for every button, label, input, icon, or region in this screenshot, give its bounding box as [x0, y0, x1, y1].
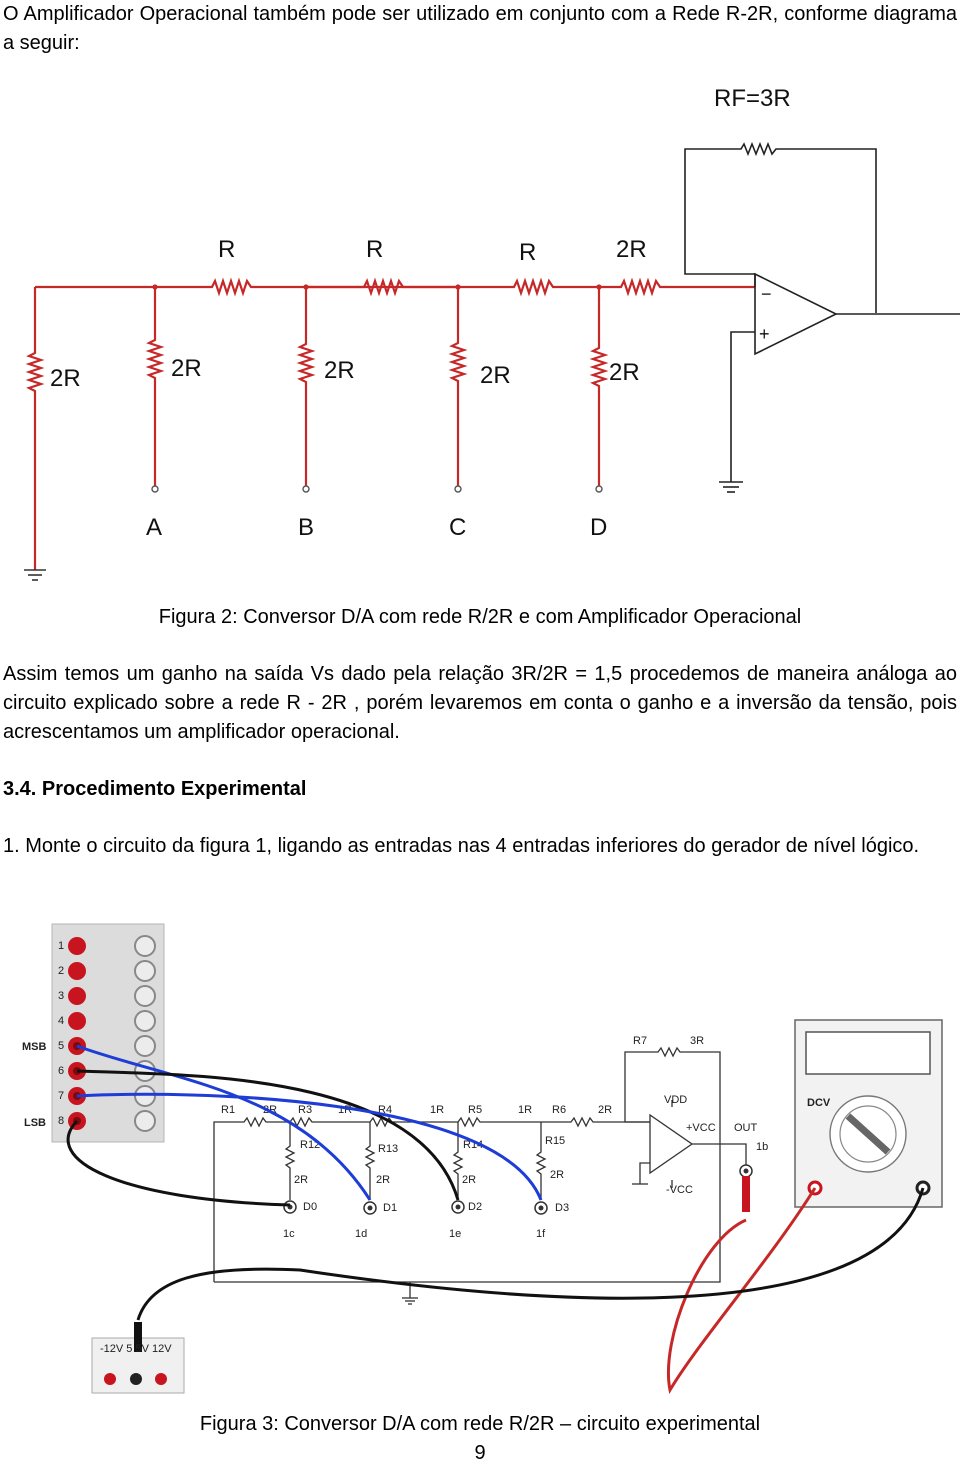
- pvcc-label: +VCC: [686, 1122, 716, 1134]
- r3-label: R3: [298, 1104, 313, 1116]
- body-paragraph: Assim temos um ganho na saída Vs dado pela relação 3R/2R = 1,5 procedemos de maneira análoga ao circuito explicado sobre a rede R - 2R , porém levaremos em conta o ganho e a inversão da tensão, pois acrescentamos um amplificador operacional.: [3, 663, 957, 743]
- r3-value: 1R: [338, 1104, 353, 1116]
- dcv-label: DCV: [807, 1097, 831, 1109]
- nvcc-label: -VCC: [666, 1184, 693, 1196]
- figure-2-schematic: [0, 70, 960, 600]
- power-supply-label: -12V 5 5V 12V: [100, 1343, 172, 1355]
- r4-label: R4: [378, 1104, 393, 1116]
- d2-label: D2: [468, 1201, 483, 1213]
- out-label: OUT: [734, 1122, 758, 1134]
- series-r3-label: R: [519, 239, 537, 266]
- intro-paragraph: O Amplificador Operacional também pode ser utilizado em conjunto com a Rede R-2R, conforme diagrama a seguir:: [3, 3, 957, 54]
- r5-value: 1R: [518, 1104, 533, 1116]
- pin-1b-label: 1b: [756, 1141, 769, 1153]
- r13-label: R13: [378, 1143, 399, 1155]
- r15-value: 2R: [550, 1169, 565, 1181]
- r13-value: 2R: [376, 1174, 391, 1186]
- opamp-plus-label: +: [759, 324, 770, 344]
- opamp-minus-label: −: [761, 284, 772, 304]
- pin-1d-label: 1d: [355, 1228, 368, 1240]
- input-c-label: C: [449, 514, 467, 541]
- r12-label: R12: [300, 1139, 321, 1151]
- d0-label: D0: [303, 1201, 318, 1213]
- msb-label: MSB: [22, 1041, 47, 1053]
- figure-3-caption: Figura 3: Conversor D/A com rede R/2R – circuito experimental: [199, 1413, 761, 1435]
- r6-label: R6: [552, 1104, 567, 1116]
- rf-label: RF=3R: [714, 85, 791, 112]
- multimeter: [795, 1020, 942, 1207]
- row-1-num: 1: [58, 940, 65, 952]
- d3-label: D3: [555, 1202, 570, 1214]
- pin-1f-label: 1f: [536, 1228, 546, 1240]
- shunt-2-label: 2R: [324, 357, 355, 384]
- pin-1c-label: 1c: [283, 1228, 295, 1240]
- series-r2-label: R: [366, 236, 384, 263]
- row-4-num: 4: [58, 1015, 65, 1027]
- r14-label: R14: [463, 1139, 484, 1151]
- series-r1-label: R: [218, 236, 236, 263]
- r5-label: R5: [468, 1104, 483, 1116]
- row-3-num: 3: [58, 990, 65, 1002]
- vdd-label: VDD: [664, 1094, 688, 1106]
- r14-value: 2R: [462, 1174, 477, 1186]
- figure-2-caption: Figura 2: Conversor D/A com rede R/2R e com Amplificador Operacional: [158, 606, 802, 628]
- section-heading: 3.4. Procedimento Experimental: [3, 778, 307, 800]
- row-7-num: 7: [58, 1090, 65, 1102]
- d1-label: D1: [383, 1202, 398, 1214]
- r4-value: 1R: [430, 1104, 445, 1116]
- pin-1e-label: 1e: [449, 1228, 462, 1240]
- r7-value: 3R: [690, 1035, 705, 1047]
- shunt-4-label: 2R: [609, 359, 640, 386]
- r15-label: R15: [545, 1135, 566, 1147]
- series-2r-label: 2R: [616, 236, 647, 263]
- input-b-label: B: [298, 514, 315, 541]
- figure-3-experimental: [0, 920, 960, 1400]
- page-number: 9: [474, 1442, 486, 1464]
- input-a-label: A: [146, 514, 163, 541]
- r6-value: 2R: [598, 1104, 613, 1116]
- r1-value: 2R: [263, 1104, 278, 1116]
- r7-label: R7: [633, 1035, 648, 1047]
- row-5-num: 5: [58, 1040, 65, 1052]
- r12-value: 2R: [294, 1174, 309, 1186]
- r1-label: R1: [221, 1104, 236, 1116]
- shunt-3-label: 2R: [480, 362, 511, 389]
- step-1-paragraph: 1. Monte o circuito da figura 1, ligando as entradas nas 4 entradas inferiores do gerador de nível lógico.: [3, 835, 920, 857]
- power-supply: [92, 1322, 184, 1393]
- row-6-num: 6: [58, 1065, 65, 1077]
- input-d-label: D: [590, 514, 608, 541]
- row-8-num: 8: [58, 1115, 65, 1127]
- shunt-1-label: 2R: [171, 355, 202, 382]
- shunt-0-label: 2R: [50, 365, 81, 392]
- row-2-num: 2: [58, 965, 65, 977]
- lsb-label: LSB: [24, 1117, 46, 1129]
